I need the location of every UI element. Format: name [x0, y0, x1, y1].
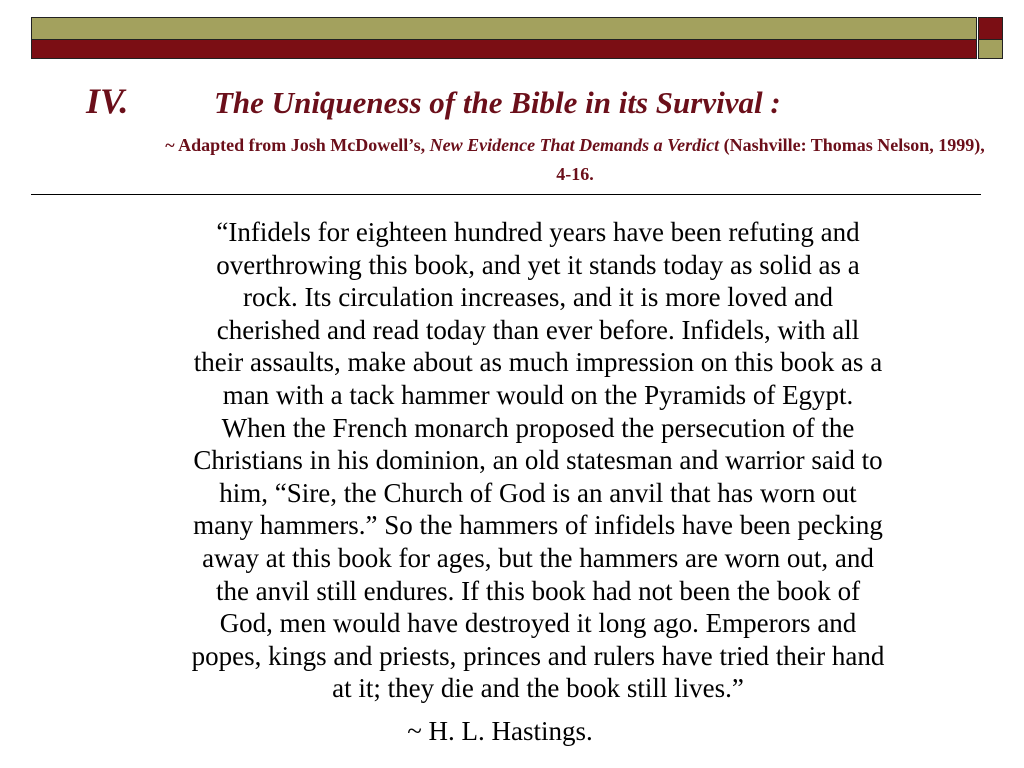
corner-square-bottom — [978, 40, 1003, 59]
quote-line: overthrowing this book, and yet it stands today as solid as a — [216, 249, 860, 280]
quote-line: “Infidels for eighteen hundred years have been refuting and — [216, 217, 860, 247]
section-number: IV. — [86, 81, 129, 121]
quote-line: at it; they die and the book still lives.” — [332, 673, 744, 704]
source-book-title: New Evidence That Demands a Verdict — [429, 135, 720, 155]
quote-line: away at this book for ages, but the hammers are worn out, and — [202, 542, 874, 573]
top-maroon-bar — [31, 40, 977, 59]
divider-line — [31, 194, 981, 195]
quote-line: Christians in his dominion, an old statesman and warrior said to — [193, 445, 883, 476]
source-prefix: ~ Adapted from Josh McDowell’s, — [165, 135, 426, 155]
quote-attribution: ~ H. L. Hastings. — [407, 716, 593, 746]
title-text: The Uniqueness of the Bible in its Survival : — [214, 85, 781, 120]
quote-line: cherished and read today than ever before. Infidels, with all — [216, 314, 860, 345]
quote-line: God, men would have destroyed it long ago. Emperors and — [219, 608, 857, 639]
quote-line: the anvil still endures. If this book had not been the book of — [215, 575, 861, 606]
quote-body — [88, 216, 988, 705]
quote-line: When the French monarch proposed the persecution of the — [221, 412, 855, 443]
quote-line: rock. Its circulation increases, and it is more loved and — [242, 282, 834, 313]
source-suffix: (Nashville: Thomas Nelson, 1999), 4-16. — [556, 135, 985, 184]
top-olive-bar — [31, 17, 977, 40]
quote-line: him, “Sire, the Church of God is an anvil that has worn out — [219, 477, 857, 508]
quote-line: their assaults, make about as much impression on this book as a — [193, 347, 883, 378]
quote-line: many hammers.” So the hammers of infidels have been pecking — [193, 510, 883, 541]
corner-square-top — [978, 17, 1003, 40]
source-citation — [160, 131, 990, 189]
quote-line: man with a tack hammer would on the Pyramids of Egypt. — [222, 379, 854, 410]
quote-line: popes, kings and priests, princes and rulers have tried their hand — [191, 640, 885, 671]
slide-title — [86, 80, 986, 122]
